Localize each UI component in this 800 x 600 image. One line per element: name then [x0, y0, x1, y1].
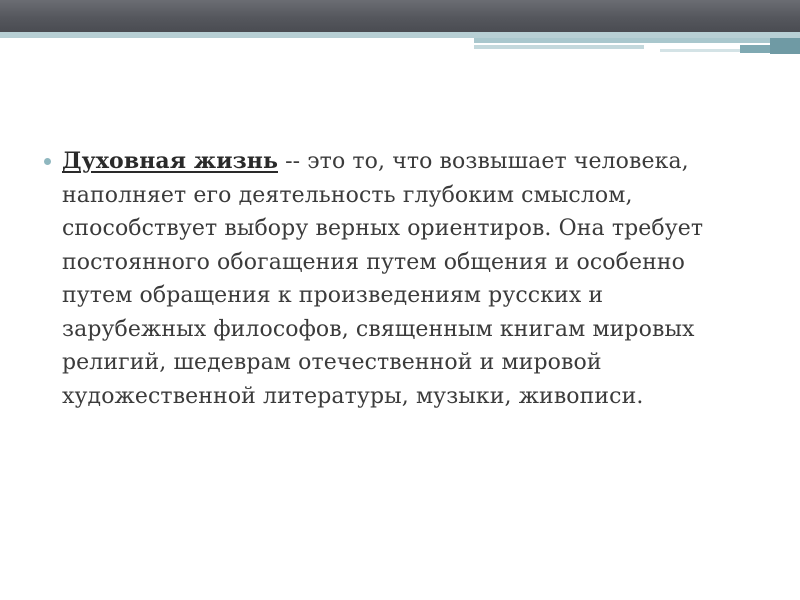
bullet-item — [44, 145, 744, 413]
slide-body — [44, 145, 744, 413]
term-separator: -- — [278, 149, 308, 174]
header-band — [0, 0, 800, 32]
bullet-dot-icon — [44, 158, 51, 165]
header-decoration-block — [770, 38, 800, 54]
header-decoration-bar — [660, 49, 740, 52]
definition-term: Духовная жизнь — [62, 148, 278, 174]
definition-text: это то, что возвышает человека, наполняет его деятельность глубоким смыслом, способствует выбору верных ориентиров. Она требует постоянного обогащения путем общения и особенно путем обращения к произведениям русских и зарубежных философов, священным книгам мировых религий, шедеврам отечественной и мировой художественной литературы, музыки, живописи. — [62, 149, 704, 409]
header-decoration-bar — [474, 45, 644, 49]
header-decoration-bar — [474, 38, 800, 43]
